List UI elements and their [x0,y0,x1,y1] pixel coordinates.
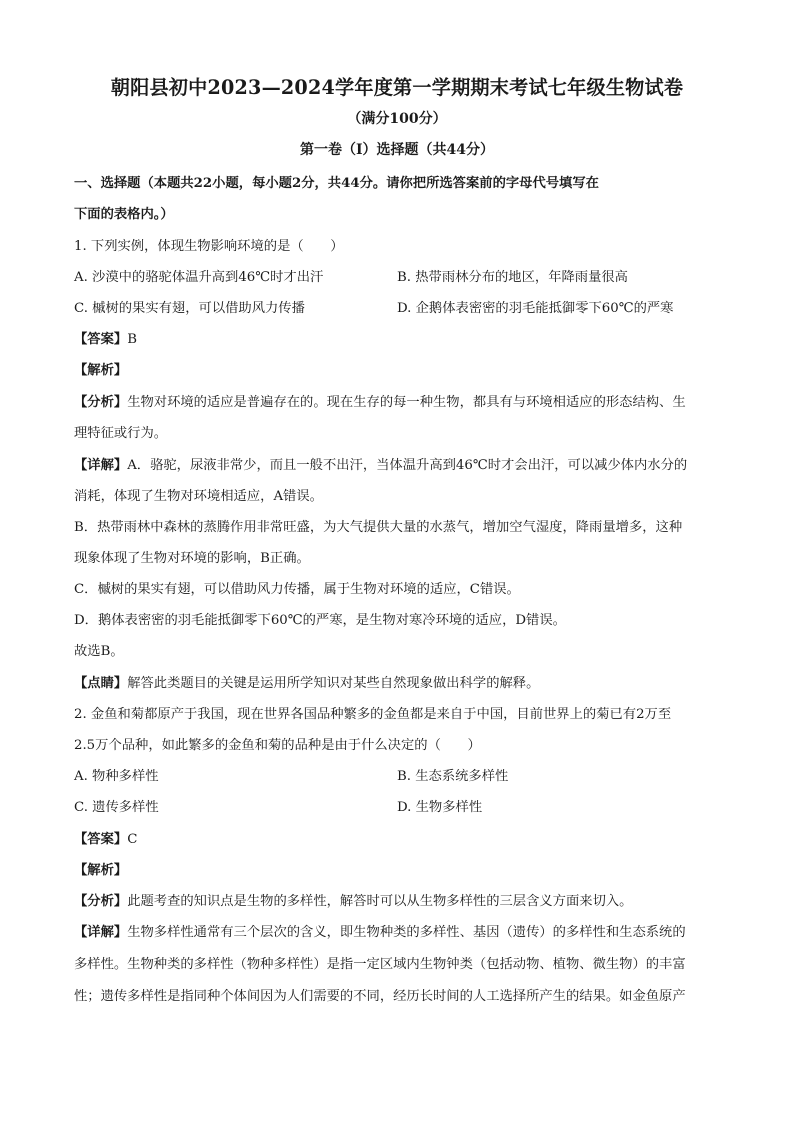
q2-stem-line2: 2.5万个品种，如此繁多的金鱼和菊的品种是由于什么决定的（ ） [74,738,481,753]
q1-option-d: D. 企鹅体表密密的羽毛能抵御零下60℃的严寒 [397,301,674,316]
full-score: （满分100分） [347,111,447,127]
xiangjie-tag: 【详解】 [74,925,128,940]
exam-title: 朝阳县初中2023—2024学年度第一学期期末考试七年级生物试卷 [110,76,684,99]
answer-value: B [127,332,137,347]
q2-option-c: C. 遗传多样性 [74,800,159,815]
dianjing-text: 解答此类题目的关键是运用所学知识对某些自然现象做出科学的解释。 [127,676,540,691]
q1-dianjing [74,672,539,691]
q1-option-a: A. 沙漠中的骆驼体温升高到46℃时才出汗 [74,270,324,285]
q1-stem: 1. 下列实例，体现生物影响环境的是（ ） [74,239,344,254]
fenxi-text: 此题考查的知识点是生物的多样性，解答时可以从生物多样性的三层含义方面来切入。 [127,894,633,909]
answer-value: C [127,832,138,847]
q2-answer [74,828,137,847]
q1-option-b: B. 热带雨林分布的地区，年降雨量很高 [397,270,628,285]
fenxi-tag: 【分析】 [74,894,128,909]
answer-tag: 【答案】 [74,332,128,347]
q2-xiangjie-2: 多样性。生物种类的多样性（物种多样性）是指一定区域内生物钟类（包括动物、植物、微生物）的丰富 [74,957,686,972]
q1-xiangjie-d: D．鹅体表密密的羽毛能抵御零下60℃的严寒，是生物对寒冷环境的适应，D错误。 [74,613,566,628]
q1-xiangjie-a2: 消耗，体现了生物对环境相适应，A错误。 [74,489,323,504]
fenxi-tag: 【分析】 [74,395,128,410]
dianjing-tag: 【点睛】 [74,676,128,691]
q1-xiangjie-b2: 现象体现了生物对环境的影响，B正确。 [74,551,310,566]
q2-fenxi [74,890,632,909]
q1-xiangjie-b1: B．热带雨林中森林的蒸腾作用非常旺盛，为大气提供大量的水蒸气，增加空气湿度，降雨量增多，这种 [74,520,683,535]
section-instruction-line2: 下面的表格内。） [74,207,174,222]
q2-analysis-label: 【解析】 [74,863,128,878]
section-instruction-line1: 一、选择题（本题共22小题，每小题2分，共44分。请你把所选答案前的字母代号填写在 [74,176,599,191]
q1-fenxi-line1 [74,391,686,410]
q1-answer [74,328,137,347]
xiangjie-tag: 【详解】 [74,458,128,473]
q2-option-d: D. 生物多样性 [397,800,483,815]
q1-analysis-label: 【解析】 [74,363,128,378]
answer-tag: 【答案】 [74,832,128,847]
q1-choose: 故选B。 [74,644,124,659]
q2-option-a: A. 物种多样性 [74,769,159,784]
xiangjie-text: 生物多样性通常有三个层次的含义，即生物种类的多样性、基因（遗传）的多样性和生态系统的 [127,925,686,940]
q2-option-b: B. 生态系统多样性 [397,769,509,784]
q1-xiangjie-c: C．槭树的果实有翅，可以借助风力传播，属于生物对环境的适应，C错误。 [74,582,520,597]
q1-fenxi-line2: 理特征或行为。 [74,426,168,441]
q2-stem-line1: 2. 金鱼和菊都原产于我国，现在世界各国品种繁多的金鱼都是来自于中国，目前世界上的菊已有2万至 [74,707,672,722]
q1-option-c: C. 槭树的果实有翅，可以借助风力传播 [74,301,305,316]
q1-xiangjie-a1 [74,454,687,473]
q2-xiangjie-1 [74,921,686,940]
q2-xiangjie-3: 性；遗传多样性是指同种个体间因为人们需要的不同，经历长时间的人工选择所产生的结果。如金鱼原产 [74,989,686,1004]
part-heading: 第一卷（I）选择题（共44分） [299,142,495,158]
xiangjie-text: A．骆驼，尿液非常少，而且一般不出汗，当体温升高到46℃时才会出汗，可以减少体内水分的 [127,458,688,473]
fenxi-text: 生物对环境的适应是普遍存在的。现在生存的每一种生物，都具有与环境相适应的形态结构、生 [127,395,686,410]
